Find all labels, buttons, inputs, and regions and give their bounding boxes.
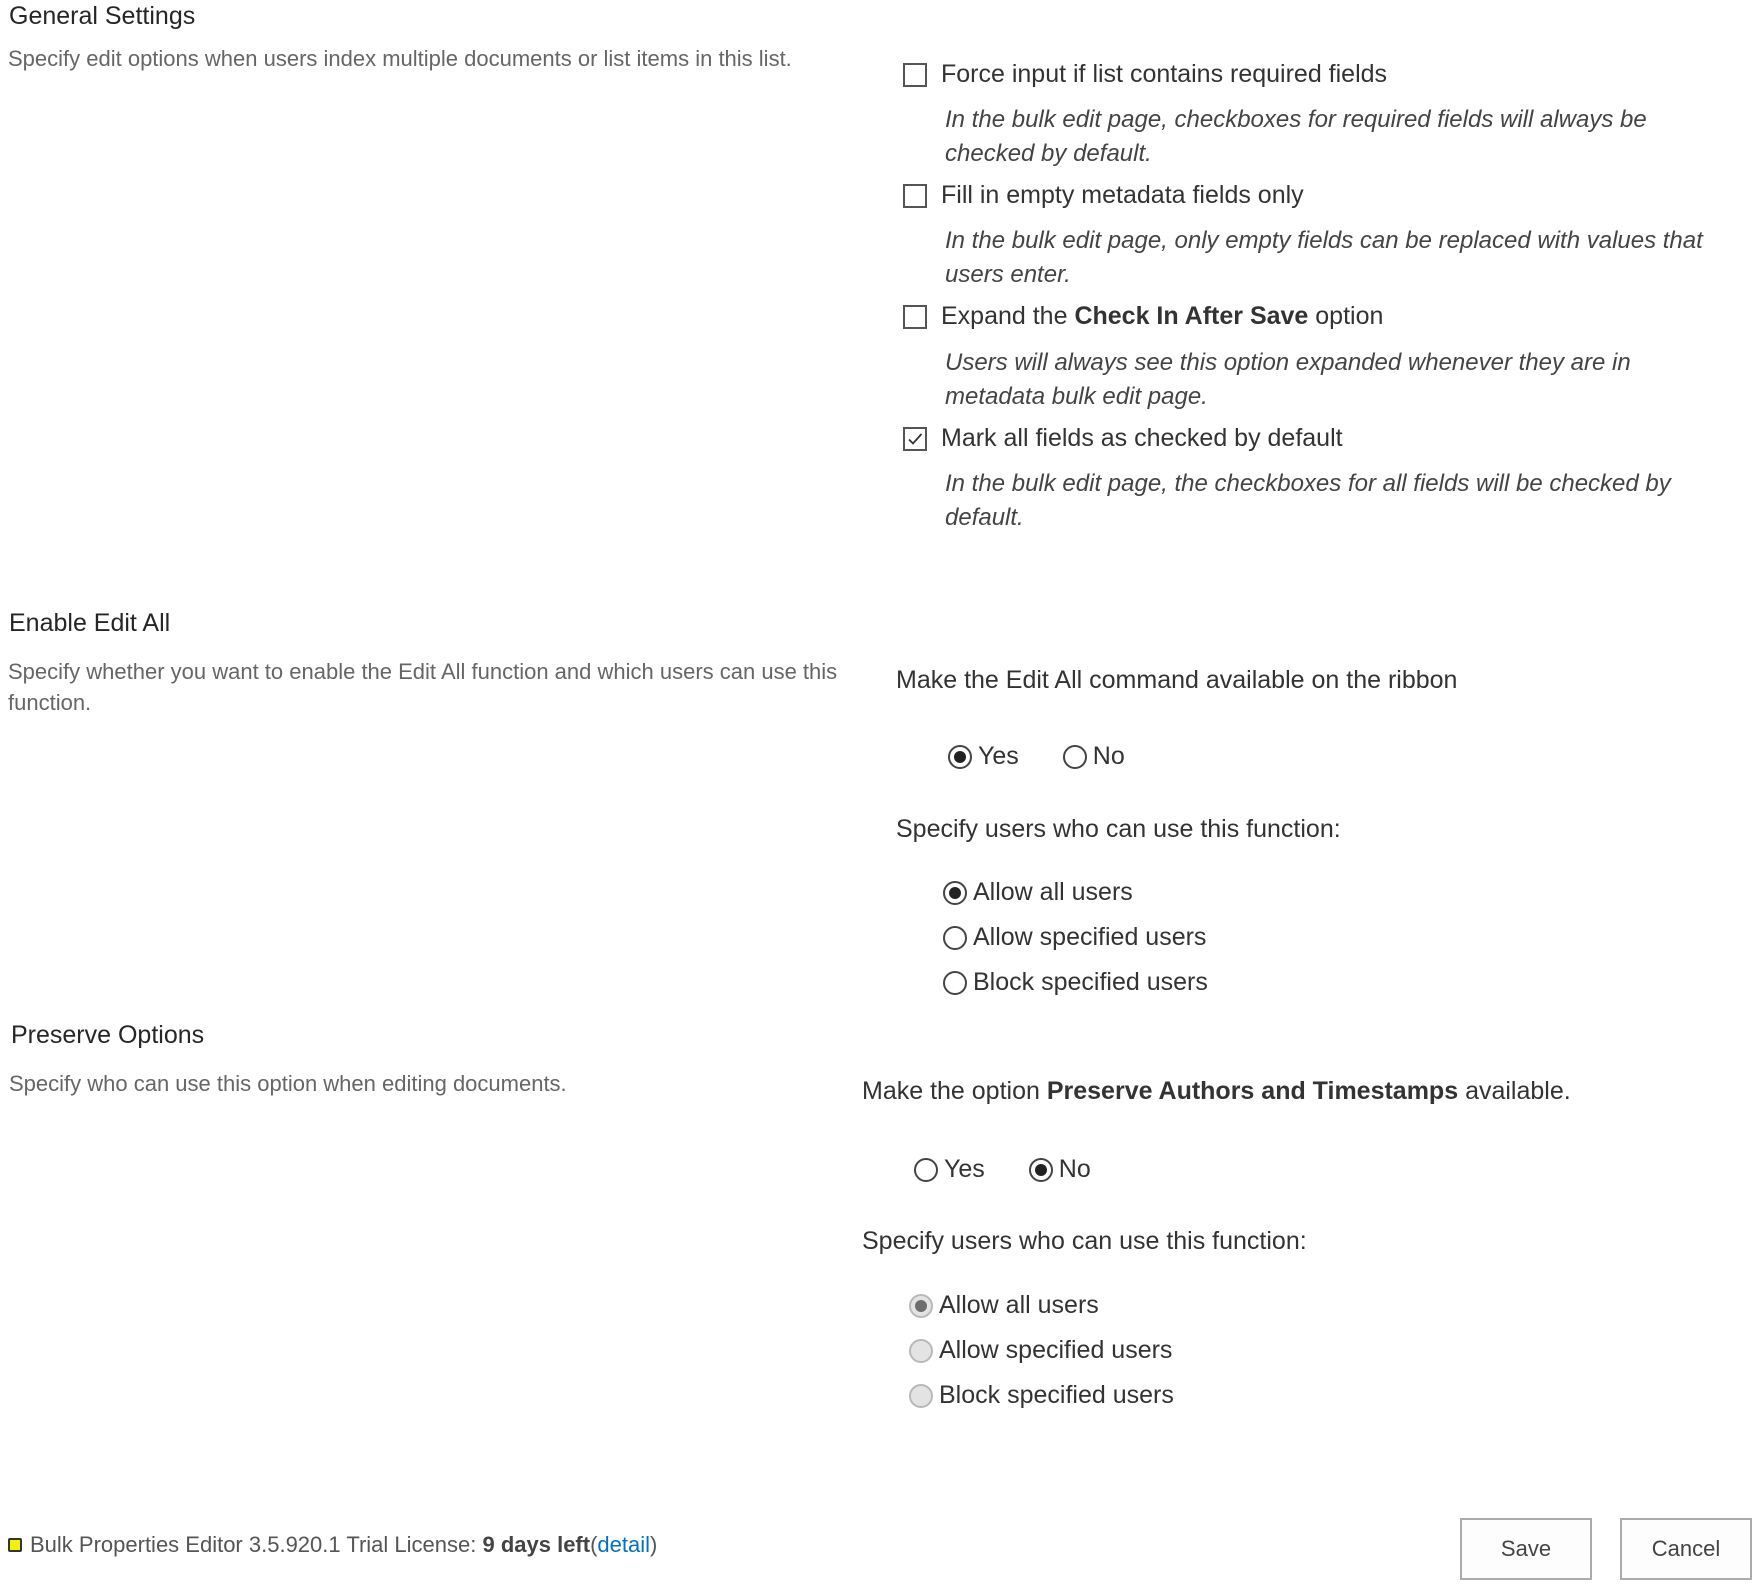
preserve-block-specified-radio — [909, 1384, 933, 1408]
preserve-allow-specified-radio — [909, 1339, 933, 1363]
preserve-yes-radio[interactable] — [914, 1158, 938, 1182]
license-close-paren: ) — [650, 1532, 658, 1557]
mark-all-checked-checkbox[interactable] — [903, 427, 927, 451]
preserve-no-option[interactable] — [1029, 1155, 1091, 1184]
preserve-allow-all-option — [909, 1283, 1174, 1328]
enable-edit-all-description: Specify whether you want to enable the Edit All function and which users can use this function. — [8, 659, 838, 715]
preserve-options-description: Specify who can use this option when editing documents. — [9, 1071, 567, 1096]
license-open-paren: ( — [590, 1532, 598, 1557]
enable-edit-all-title: Enable Edit All — [9, 609, 171, 637]
edit-all-allow-specified-radio[interactable] — [943, 926, 967, 950]
expand-check-in-checkbox[interactable] — [903, 305, 927, 329]
preserve-allow-all-label: Allow all users — [939, 1291, 1099, 1319]
cancel-button[interactable]: Cancel — [1620, 1518, 1752, 1580]
license-footer — [8, 1532, 657, 1558]
preserve-users-label: Specify users who can use this function: — [862, 1227, 1307, 1255]
preserve-block-specified-label: Block specified users — [939, 1381, 1174, 1409]
preserve-allow-all-radio — [909, 1294, 933, 1318]
preserve-block-specified-option — [909, 1373, 1174, 1418]
preserve-options-title: Preserve Options — [11, 1021, 205, 1049]
edit-all-allow-all-radio[interactable] — [943, 881, 967, 905]
edit-all-allow-specified-option[interactable] — [943, 915, 1208, 960]
edit-all-yes-option[interactable] — [948, 742, 1019, 771]
edit-all-yes-label: Yes — [978, 742, 1019, 770]
expand-check-in-hint: Users will always see this option expanded whenever they are in metadata bulk edit page. — [945, 349, 1631, 410]
general-settings-description: Specify edit options when users index multiple documents or list items in this list. — [8, 46, 792, 71]
license-detail-link[interactable]: detail — [597, 1532, 651, 1557]
preserve-no-label: No — [1058, 1155, 1091, 1183]
edit-all-no-radio[interactable] — [1063, 745, 1087, 769]
fill-empty-label: Fill in empty metadata fields only — [941, 181, 1304, 209]
checkmark-icon — [906, 430, 924, 448]
preserve-no-radio[interactable] — [1029, 1158, 1053, 1182]
option-fill-empty[interactable] — [903, 181, 1304, 210]
preserve-allow-specified-label: Allow specified users — [939, 1336, 1173, 1364]
mark-all-checked-label: Mark all fields as checked by default — [941, 424, 1343, 452]
fill-empty-hint: In the bulk edit page, only empty fields can be replaced with values that users enter. — [945, 227, 1703, 288]
edit-all-availability — [948, 742, 1125, 771]
option-mark-all-checked[interactable] — [903, 424, 1343, 453]
edit-all-block-specified-label: Block specified users — [973, 968, 1208, 996]
edit-all-no-label: No — [1092, 742, 1125, 770]
preserve-allow-specified-option — [909, 1328, 1174, 1373]
edit-all-allow-specified-label: Allow specified users — [973, 923, 1207, 951]
edit-all-block-specified-radio[interactable] — [943, 971, 967, 995]
edit-all-allow-all-option[interactable] — [943, 870, 1208, 915]
preserve-yes-label: Yes — [944, 1155, 985, 1183]
force-input-checkbox[interactable] — [903, 63, 927, 87]
general-settings-title: General Settings — [9, 2, 196, 30]
license-icon — [8, 1538, 22, 1552]
fill-empty-checkbox[interactable] — [903, 184, 927, 208]
preserve-question: Make the option Preserve Authors and Timestamps available. — [862, 1077, 1571, 1105]
expand-check-in-label: Expand the Check In After Save option — [941, 302, 1384, 330]
license-days-left: 9 days left — [482, 1532, 591, 1557]
preserve-user-options — [909, 1283, 1174, 1418]
force-input-hint: In the bulk edit page, checkboxes for required fields will always be checked by default. — [945, 106, 1647, 167]
option-force-input[interactable] — [903, 60, 1387, 89]
force-input-label: Force input if list contains required fields — [941, 60, 1388, 88]
mark-all-checked-hint: In the bulk edit page, the checkboxes for all fields will be checked by default. — [945, 470, 1671, 531]
edit-all-users-label: Specify users who can use this function: — [896, 815, 1341, 843]
edit-all-yes-radio[interactable] — [948, 745, 972, 769]
edit-all-question: Make the Edit All command available on the ribbon — [896, 666, 1458, 694]
license-product-text: Bulk Properties Editor 3.5.920.1 Trial License: — [30, 1532, 477, 1557]
edit-all-block-specified-option[interactable] — [943, 960, 1208, 1005]
edit-all-allow-all-label: Allow all users — [973, 878, 1133, 906]
preserve-availability — [914, 1155, 1091, 1184]
save-button[interactable]: Save — [1460, 1518, 1592, 1580]
preserve-yes-option[interactable] — [914, 1155, 985, 1184]
edit-all-no-option[interactable] — [1063, 742, 1125, 771]
option-expand-check-in[interactable] — [903, 302, 1383, 331]
edit-all-user-options — [943, 870, 1208, 1005]
